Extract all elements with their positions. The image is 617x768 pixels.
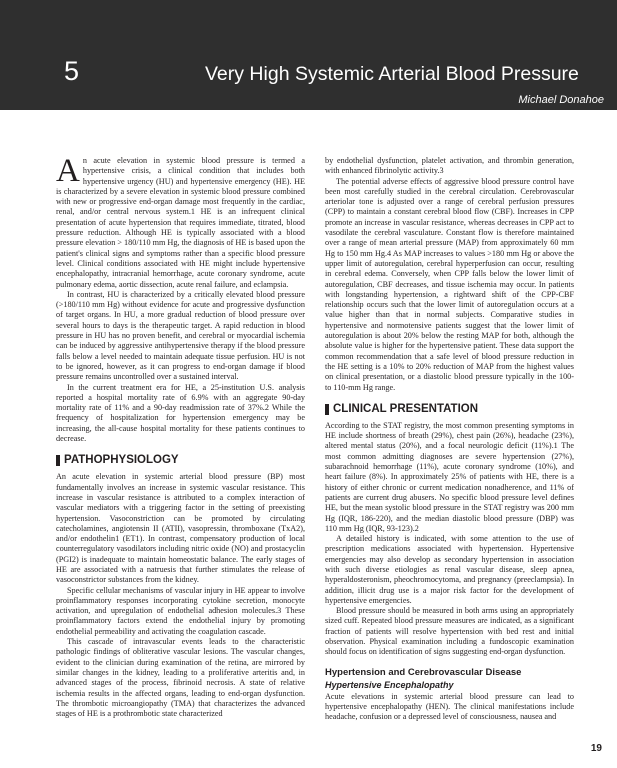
drop-cap: A [56,156,80,189]
heading-bar [56,455,60,466]
paragraph: According to the STAT registry, the most common presenting symptoms in HE include shortness of breath (29%), chest pain (26%), headache (23%), altered mental status (20%), and a focal neurologic deficit (11%).1 The most common admitting diagnoses are severe hypertension (27%), subarachnoid hemorrhage (11%), acute coronary syndrome (10%), and heart failure (8%). In approximately 25% of patients with HE, there is a history of either chronic or current medication nonadherence, and 11% of patients are current drug abusers. No specific blood pressure level defines HE, but the mean systolic blood pressure in the STAT registry was 200 mm Hg (IQR, 186-220), and the median diastolic blood pressure (DBP) was 110 mm Hg (IQR, 93-123).2 [325,420,574,533]
chapter-number: 5 [64,56,80,86]
paragraph: Acute elevations in systemic arterial blood pressure can lead to hypertensive encephalopathy (HEN). The clinical manifestations include headache, confusion or a depressed level of consciousness, nausea and [325,691,574,722]
paragraph: Specific cellular mechanisms of vascular injury in HE appear to involve proinflammatory responses incorporating cytokine secretion, monocyte activation, and upregulation of endothelial adhesion molecules.3 These proinflammatory factors extend the endothelial injury by promoting endothelial permeability and activating the coagulation cascade. [56,585,305,636]
intro-paragraph [56,156,305,290]
paragraph: Blood pressure should be measured in both arms using an appropriately sized cuff. Repeated blood pressure measures are indicated, as a significant fraction of patients will resolve hypertension with bed rest and initial observation. Physical examination including a fundoscopic examination should focus on identification of signs suggesting end-organ dysfunction. [325,606,574,657]
paragraph: An acute elevation in systemic arterial blood pressure (BP) most fundamentally involves an increase in systemic vascular resistance. This increase in vascular resistance is attributed to a complex interaction of vascular mediators with a triggering factor in the setting of preexisting hypertension. Vasoconstriction can be promoted by circulating catecholamines, angiotensin II (ATII), vasopressin, thromboxane (TxA2), and/or endothelin1 (ET1). In contrast, compensatory production of local counterregulatory vasodilators including nitric oxide (NO) and prostacyclin (PGI2) is inadequate to maintain homeostatic balance. The early stages of HE are associated with a natruesis that further stimulates the release of vasoconstrictor substances from the kidney. [56,472,305,585]
paragraph: The potential adverse effects of aggressive blood pressure control have been most carefully studied in the cerebral circulation. Cerebrovascular arteriolar tone is adjusted over a range of cerebral perfusion pressures (CPP) to maintain a constant cerebral blood flow (CBF). Increases in CPP promote an increase in vascular resistance, whereas decreases in CPP act to vasodilate the cerebral vasculature. Constant flow is therefore maintained over a range of mean arterial pressure (MAP) from approximately 60 mm Hg to 150 mm Hg.4 As MAP increases to values >180 mm Hg or above the upper limit of autoregulation, cerebral hyperperfusion can occur, resulting in cerebral edema. Conversely, when CPP falls below the lower limit of autoregulation, CBF decreases, and tissue ischemia may occur. In patients with longstanding hypertension, a rightward shift of the CPP-CBF relationship occurs such that the lower limit of autoregulation occurs at a value higher than that in normal subjects. Comparative studies in hypertensive and normotensive patients suggest that the lower limit of autoregulation is about 20% below the resting MAP for both, although the absolute value is higher for the hypertensive patient. These data support the common recommendation that a safe level of blood pressure reduction in the HE setting is a 10% to 20% reduction of MAP from the highest values on clinical presentation, or a diastolic blood pressure typically in the 100- to 110-mm Hg range. [325,176,574,392]
page-number: 19 [590,743,602,754]
section-heading-pathophysiology: PATHOPHYSIOLOGY [56,454,305,467]
chapter-banner [0,0,617,110]
paragraph: In the current treatment era for HE, a 25-institution U.S. analysis reported a hospital mortality rate of 6.9% with an aggregate 90-day mortality rate of 11% and a 90-day readmission rate of 37%.2 While the frequency of hospitalization for hypertension emergency may be increasing, the all-cause hospital mortality for these patients continues to decrease. [56,382,305,444]
section-heading-clinical-presentation: CLINICAL PRESENTATION [325,403,574,416]
paragraph: A detailed history is indicated, with some attention to the use of prescription medications associated with hypertension. Hypertensive emergencies may also develop as secondary hypertension in association with such diverse etiologies as renal vascular disease, sleep apnea, hyperaldosteronism, pheochromocytoma, and pregnancy (preeclampsia). In addition, illicit drug use is a major risk factor for the development of hypertensive emergencies. [325,534,574,605]
paragraph: This cascade of intravascular events leads to the characteristic pathologic findings of obliterative vascular lesions. The vascular changes, evident to the clinician during examination of the retina, are mirrored by similar changes in the kidney, leading to a proliferative arteritis and, in advanced stages of the process, fibrinoid necrosis. A state of relative ischemia results in the affected organs, leading to end-organ dysfunction. The thrombotic microangiopathy (TMA) that characterizes the advanced stages of HE is a prothrombotic state characterized [56,637,305,719]
left-column [56,156,305,741]
right-column [325,156,574,741]
subsection-heading: Hypertension and Cerebrovascular Disease [325,666,522,678]
paragraph: In contrast, HU is characterized by a critically elevated blood pressure (>180/110 mm Hg) without evidence for acute and progressive dysfunction of target organs. In HU, a more gradual reduction of blood pressure over several hours to days is the therapeutic target. A rapid reduction in blood pressure in HU has no proven benefit, and cerebral or myocardial ischemia can be induced by aggressive antihypertensive therapy if the blood pressure falls below a level needed to maintain adequate tissue perfusion. HU is not to be ignored, however, as it can progress to end-organ damage if blood pressure remains uncontrolled over a sustained interval. [56,289,305,382]
chapter-title: Very High Systemic Arterial Blood Pressure [205,63,579,85]
subsubsection-heading: Hypertensive Encephalopathy [325,679,454,690]
chapter-author: Michael Donahoe [518,94,604,106]
paragraph: by endothelial dysfunction, platelet activation, and thrombin generation, with enhanced fibrinolytic activity.3 [325,156,574,176]
intro-text: n acute elevation in systemic blood pressure is termed a hypertensive crisis, a clinical condition that includes both hypertensive urgency (HU) and hypertensive emergency (HE). HE is characterized by a severe elevation in systemic blood pressure combined with new or progressive end-organ damage most frequently in the cardiac, renal, and/or central nervous system.1 HE is an infrequent clinical presentation of acute hypertension that requires immediate, titrated, blood pressure reduction. Although HE is typically associated with a blood pressure elevation > 180/110 mm Hg, the diagnosis of HE is based upon the patient's clinical signs and symptoms rather than a specific blood pressure level. Clinical conditions associated with HE might include hypertensive encephalopathy, intracranial hemorrhage, acute coronary syndrome, acute pulmonary edema, aortic dissection, acute renal failure, and eclampsia. [56,156,305,289]
heading-bar [325,404,329,415]
